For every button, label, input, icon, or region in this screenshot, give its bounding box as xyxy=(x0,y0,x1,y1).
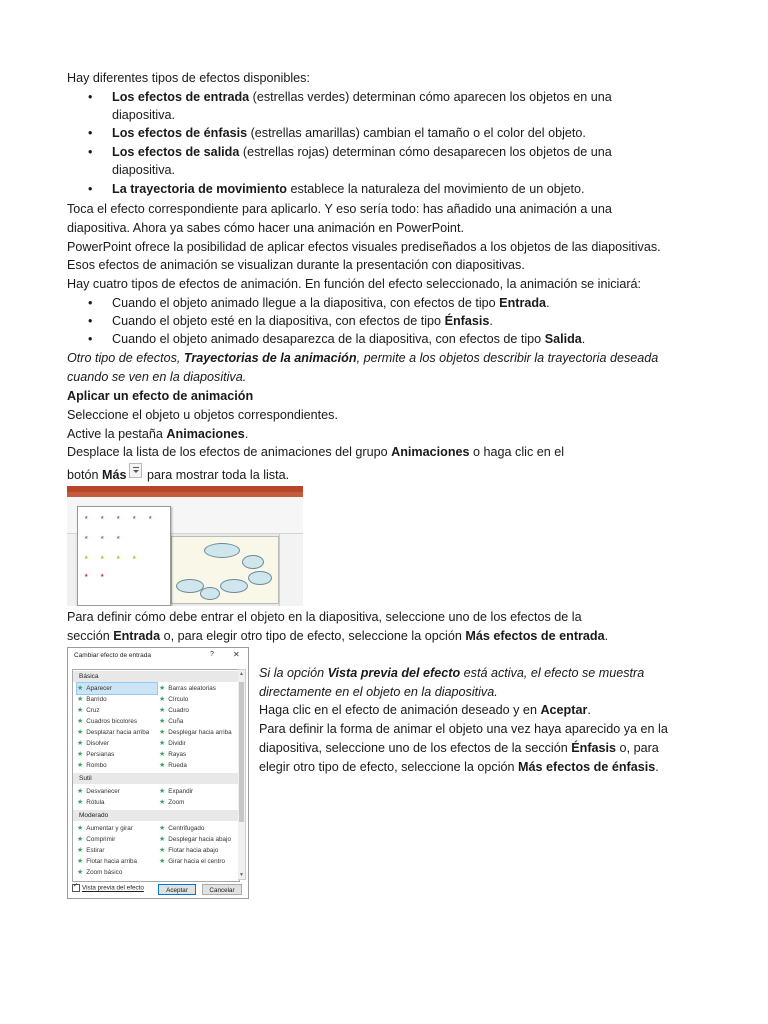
checkbox-icon[interactable] xyxy=(72,884,80,892)
effect-item[interactable]: ★ Desplegar hacia arriba xyxy=(159,729,232,736)
effect-item[interactable]: ★ Expandir xyxy=(159,788,194,795)
more-dropdown-icon xyxy=(129,463,142,478)
star-icon: ★ xyxy=(159,707,166,714)
help-icon[interactable]: ? xyxy=(210,651,214,658)
star-icon: ★ xyxy=(77,707,84,714)
effect-item[interactable]: ★ Girar hacia el centro xyxy=(159,858,225,865)
star-icon: ★ xyxy=(159,825,166,832)
effect-item[interactable]: ★ Rombo xyxy=(77,762,107,769)
ppt-task-pane xyxy=(279,534,303,606)
list-scrollbar[interactable] xyxy=(238,669,246,880)
star-icon: ★ xyxy=(148,515,153,521)
ppt-shape-staff xyxy=(200,587,220,600)
right-line4: Para definir la forma de animar el objeto una vez haya aparecido ya en la xyxy=(259,722,668,736)
star-icon: ★ xyxy=(132,555,137,561)
preview-checkbox[interactable]: ✓Vista previa del efecto xyxy=(72,884,144,892)
effect-item[interactable]: ★ Comprimir xyxy=(77,836,116,843)
effect-item[interactable]: ★ Desvanecer xyxy=(77,788,120,795)
chevron-down-icon[interactable]: ▼ xyxy=(239,872,244,878)
ppt-animation-gallery xyxy=(77,506,171,606)
otro-line1: Otro tipo de efectos, Trayectorias de la animación, permite a los objetos describir la trayectoria deseada xyxy=(67,351,659,365)
effect-item[interactable]: ★ Disolver xyxy=(77,740,110,747)
cancel-button[interactable]: Cancelar xyxy=(202,884,242,895)
effect-item[interactable]: ★ Centrifugado xyxy=(159,825,205,832)
effect-item[interactable]: ★ Desplegar hacia abajo xyxy=(159,836,231,843)
effect-item[interactable]: ★ Aumentar y girar xyxy=(77,825,133,832)
star-icon: ★ xyxy=(84,535,89,541)
star-icon: ★ xyxy=(159,718,166,725)
para1-line1: Toca el efecto correspondiente para aplicarlo. Y eso sería todo: has añadido una animación a una xyxy=(67,202,612,216)
star-icon: ★ xyxy=(77,799,84,806)
ppt-shape-manager xyxy=(204,543,240,558)
right-line5: diapositiva, seleccione uno de los efectos de la sección Énfasis o, para xyxy=(259,741,659,755)
effect-item[interactable]: ★ Barras aleatorias xyxy=(159,685,216,692)
effect-type-entrada: Los efectos de entrada (estrellas verdes) determinan cómo aparecen los objetos en una xyxy=(112,90,612,104)
right-line6: elegir otro tipo de efecto, seleccione la opción Más efectos de énfasis. xyxy=(259,760,659,774)
effect-item[interactable]: ★ Persianas xyxy=(77,751,115,758)
star-icon: ★ xyxy=(84,573,89,579)
dialog-title: Cambiar efecto de entrada xyxy=(74,652,151,659)
star-icon: ★ xyxy=(159,751,166,758)
star-icon: ★ xyxy=(132,515,137,521)
star-icon: ★ xyxy=(116,555,121,561)
effect-item[interactable]: ★ Dividir xyxy=(159,740,186,747)
effect-type-enfasis: Los efectos de énfasis (estrellas amarillas) cambian el tamaño o el color del objeto. xyxy=(112,126,586,140)
bullet-icon: • xyxy=(88,145,93,159)
para2-line2: Esos efectos de animación se visualizan durante la presentación con diapositivas. xyxy=(67,258,525,272)
star-icon: ★ xyxy=(100,535,105,541)
otro-line2: cuando se ven en la diapositiva. xyxy=(67,370,247,384)
right-line3: Haga clic en el efecto de animación deseado y en Aceptar. xyxy=(259,703,591,717)
effect-item[interactable]: ★ Aparecer xyxy=(77,683,157,694)
star-icon: ★ xyxy=(77,847,84,854)
star-icon: ★ xyxy=(100,573,105,579)
star-icon: ★ xyxy=(159,847,166,854)
star-icon: ★ xyxy=(77,762,84,769)
effect-item[interactable]: ★ Desplazar hacia arriba xyxy=(77,729,150,736)
intro-text: Hay diferentes tipos de efectos disponibles: xyxy=(67,71,310,85)
step-2: Active la pestaña Animaciones. xyxy=(67,427,249,441)
star-icon: ★ xyxy=(77,718,84,725)
star-icon: ★ xyxy=(84,555,89,561)
effect-item[interactable]: ★ Flotar hacia abajo xyxy=(159,847,219,854)
scrollbar-thumb[interactable] xyxy=(239,682,244,822)
bullet-icon: • xyxy=(88,90,93,104)
bullet-icon: • xyxy=(88,182,93,196)
ppt-shape-customers xyxy=(248,571,272,585)
para1-line2: diapositiva. Ahora ya sabes cómo hacer una animación en PowerPoint. xyxy=(67,221,464,235)
star-icon: ★ xyxy=(159,740,166,747)
step-6: sección Entrada o, para elegir otro tipo de efecto, seleccione la opción Más efectos de entrada. xyxy=(67,629,609,643)
effect-item[interactable]: ★ Rótula xyxy=(77,799,105,806)
ppt-slide xyxy=(171,536,279,604)
star-icon: ★ xyxy=(159,696,166,703)
effect-item[interactable]: ★ Rayas xyxy=(159,751,187,758)
effect-item[interactable]: ★ Rueda xyxy=(159,762,187,769)
step-3: Desplace la lista de los efectos de animaciones del grupo Animaciones o haga clic en el xyxy=(67,445,565,459)
start-case-salida: Cuando el objeto animado desaparezca de la diapositiva, con efectos de tipo Salida. xyxy=(112,332,586,346)
change-entrance-effect-dialog xyxy=(67,647,249,899)
star-icon: ★ xyxy=(77,729,84,736)
star-icon: ★ xyxy=(77,825,84,832)
star-icon: ★ xyxy=(77,858,84,865)
effect-item[interactable]: ★ Cuña xyxy=(159,718,184,725)
para2-line3: Hay cuatro tipos de efectos de animación. En función del efecto seleccionado, la animación se iniciará: xyxy=(67,277,642,291)
chevron-up-icon[interactable]: ▲ xyxy=(239,671,244,677)
effect-type-salida: Los efectos de salida (estrellas rojas) determinan cómo desaparecen los objetos de una xyxy=(112,145,612,159)
section-moderado: Moderado xyxy=(73,810,239,821)
ok-button[interactable]: Aceptar xyxy=(158,884,196,895)
effect-type-trayectoria: La trayectoria de movimiento establece la naturaleza del movimiento de un objeto. xyxy=(112,182,585,196)
ppt-shape-products xyxy=(220,579,248,593)
right-line2: directamente en el objeto en la diapositiva. xyxy=(259,685,498,699)
star-icon: ★ xyxy=(116,535,121,541)
bullet-icon: • xyxy=(88,296,93,310)
star-icon: ★ xyxy=(116,515,121,521)
star-icon: ★ xyxy=(159,858,166,865)
para2-line1: PowerPoint ofrece la posibilidad de aplicar efectos visuales prediseñados a los objetos de las diapositivas. xyxy=(67,240,661,254)
star-icon: ★ xyxy=(77,751,84,758)
effect-item[interactable]: ★ Flotar hacia arriba xyxy=(77,858,138,865)
step-4: botón Más para mostrar toda la lista. xyxy=(67,466,289,484)
star-icon: ★ xyxy=(159,762,166,769)
effect-type-salida-cont: diapositiva. xyxy=(112,163,176,177)
effect-item[interactable]: ★ Cuadro xyxy=(159,707,189,714)
star-icon: ★ xyxy=(77,836,84,843)
step-5: Para definir cómo debe entrar el objeto en la diapositiva, seleccione uno de los efectos de la xyxy=(67,610,582,624)
effects-list xyxy=(72,669,240,882)
ppt-shape-suppliers xyxy=(242,555,264,569)
star-icon: ★ xyxy=(100,555,105,561)
section-sutil: Sutil xyxy=(73,773,239,784)
star-icon: ★ xyxy=(159,799,166,806)
star-icon: ★ xyxy=(77,740,84,747)
star-icon: ★ xyxy=(159,836,166,843)
star-icon: ★ xyxy=(84,515,89,521)
effect-type-entrada-cont: diapositiva. xyxy=(112,108,176,122)
star-icon: ★ xyxy=(77,869,84,876)
start-case-entrada: Cuando el objeto animado llegue a la diapositiva, con efectos de tipo Entrada. xyxy=(112,296,550,310)
close-icon[interactable]: ✕ xyxy=(233,650,240,659)
effect-item[interactable]: ★ Zoom básico xyxy=(77,869,123,876)
bullet-icon: • xyxy=(88,332,93,346)
star-icon: ★ xyxy=(159,685,166,692)
star-icon: ★ xyxy=(100,515,105,521)
powerpoint-screenshot xyxy=(67,486,303,606)
effect-item[interactable]: ★ Círculo xyxy=(159,696,189,703)
step-1: Seleccione el objeto u objetos correspondientes. xyxy=(67,408,338,422)
section-basica: Básica xyxy=(73,671,239,682)
star-icon: ★ xyxy=(159,788,166,795)
bullet-icon: • xyxy=(88,314,93,328)
star-icon: ★ xyxy=(77,788,84,795)
star-icon: ★ xyxy=(77,696,84,703)
effect-item[interactable]: ★ Cruz xyxy=(77,707,100,714)
effect-item[interactable]: ★ Zoom xyxy=(159,799,185,806)
right-line1: Si la opción Vista previa del efecto está activa, el efecto se muestra xyxy=(259,666,645,680)
bullet-icon: • xyxy=(88,126,93,140)
effect-item[interactable]: ★ Barrido xyxy=(77,696,107,703)
section-heading: Aplicar un efecto de animación xyxy=(67,389,254,403)
ppt-slide-thumbnails xyxy=(67,534,75,606)
start-case-enfasis: Cuando el objeto esté en la diapositiva, con efectos de tipo Énfasis. xyxy=(112,314,493,328)
star-icon: ★ xyxy=(159,729,166,736)
effect-item[interactable]: ★ Cuadros bicolores xyxy=(77,718,138,725)
star-icon: ★ xyxy=(77,685,84,692)
effect-item[interactable]: ★ Estirar xyxy=(77,847,105,854)
